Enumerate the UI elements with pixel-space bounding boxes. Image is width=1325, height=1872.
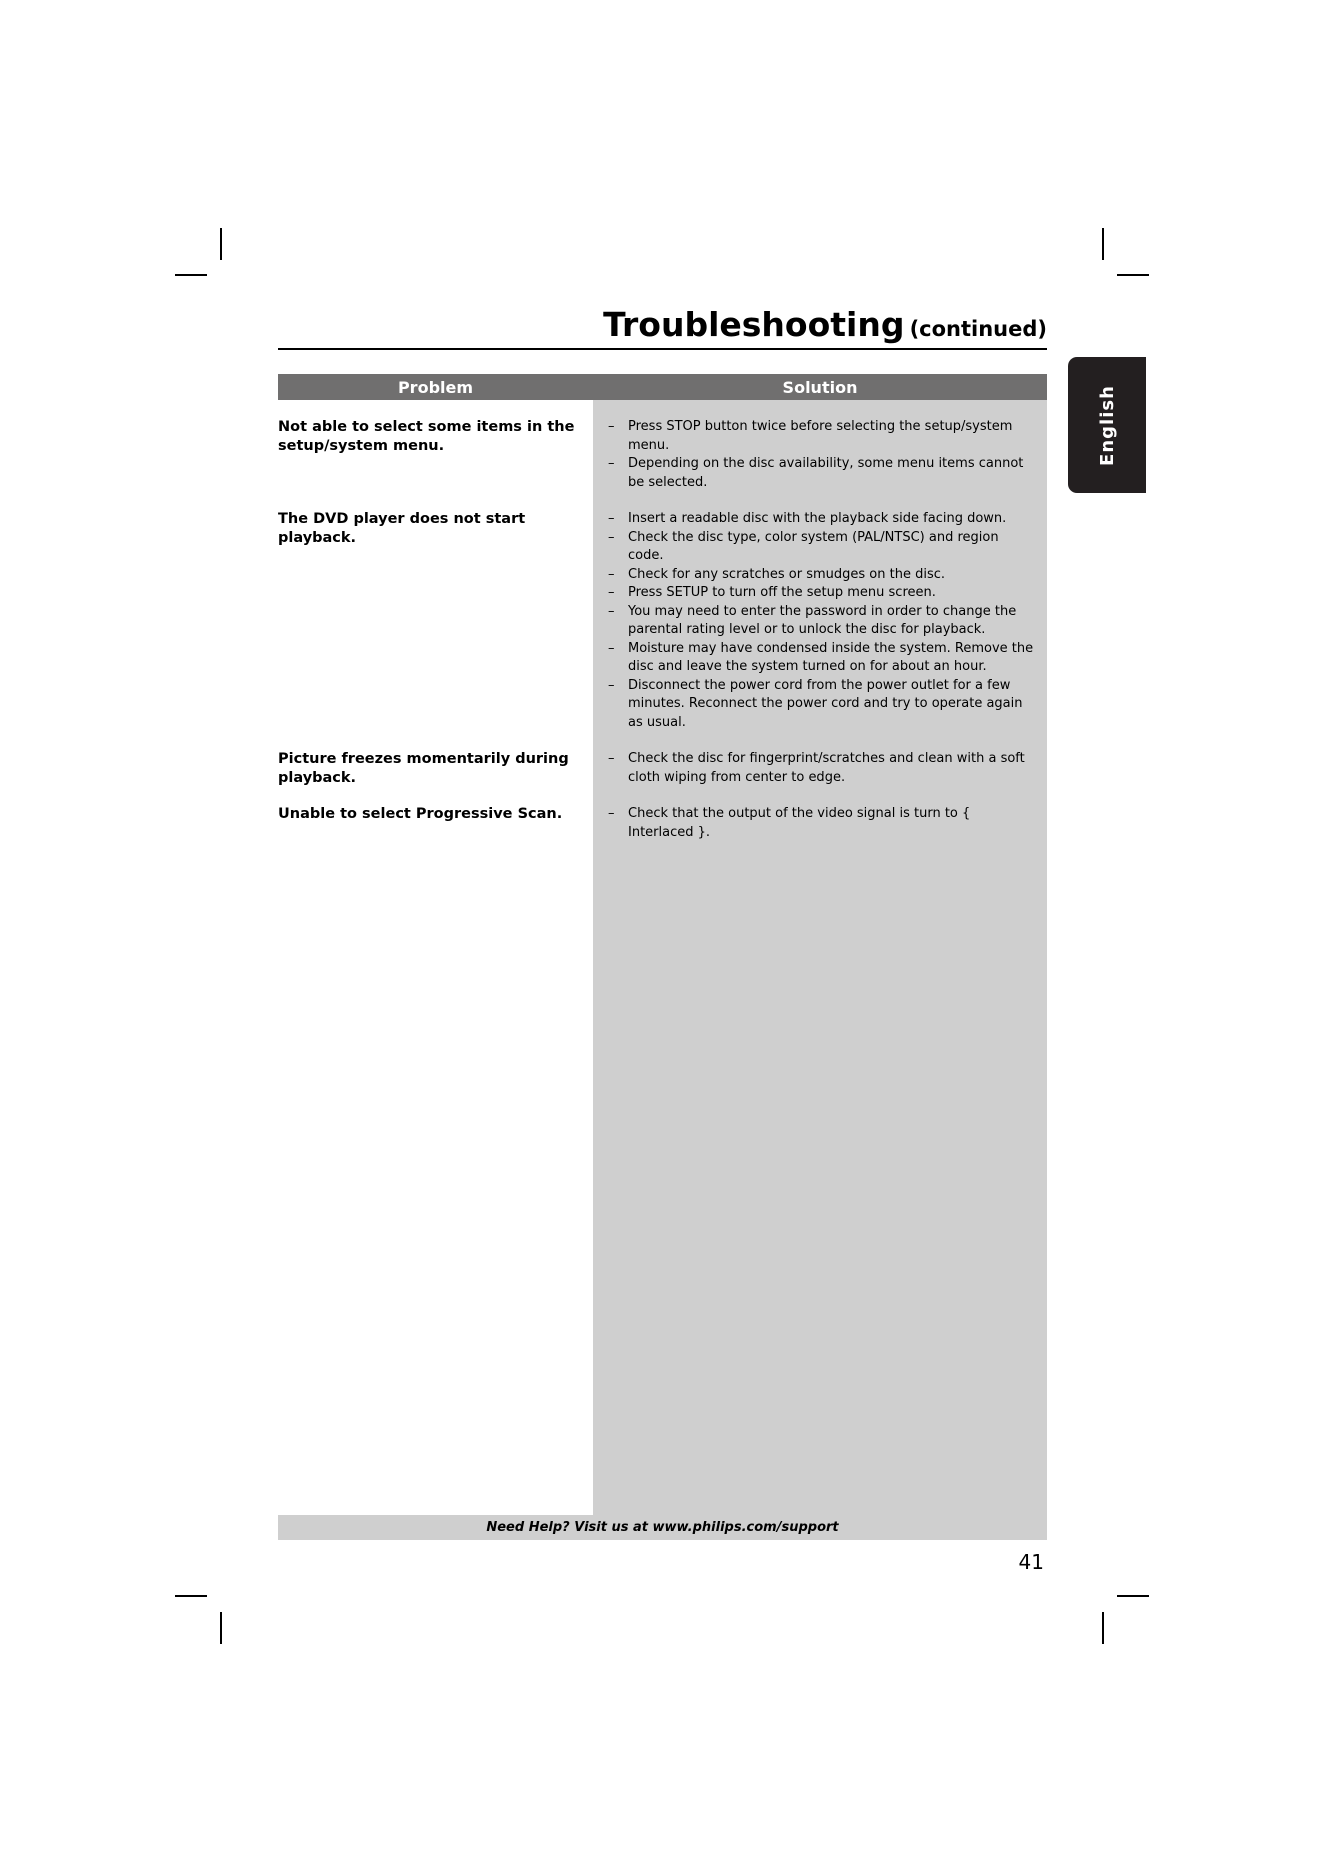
column-header-problem: Problem: [397, 378, 474, 397]
page-title-main: Troubleshooting: [603, 305, 905, 344]
title-rule: [278, 348, 1047, 350]
table-header: [278, 374, 1047, 400]
solution-item: – Check the disc type, color system (PAL/NTSC) and region code.: [608, 529, 1036, 566]
crop-mark: [175, 274, 207, 276]
crop-mark: [1117, 274, 1149, 276]
language-tab: [1068, 357, 1146, 493]
solution-list: [608, 805, 1036, 842]
page-title: [603, 305, 1047, 344]
crop-mark: [220, 1612, 222, 1644]
language-tab-label: English: [1096, 384, 1118, 466]
solution-item: – Disconnect the power cord from the power outlet for a few minutes. Reconnect the power cord and try to operate again as usual.: [608, 677, 1036, 733]
solution-item: – Press SETUP to turn off the setup menu screen.: [608, 584, 1036, 603]
page-title-suffix: (continued): [909, 317, 1047, 341]
solution-item: – Press STOP button twice before selecting the setup/system menu.: [608, 418, 1036, 455]
solution-item: – Depending on the disc availability, some menu items cannot be selected.: [608, 455, 1036, 492]
help-footer: Need Help? Visit us at www.philips.com/support: [278, 1515, 1047, 1540]
solution-item: – Check the disc for fingerprint/scratches and clean with a soft cloth wiping from center to edge.: [608, 750, 1036, 787]
problem-text: Not able to select some items in the setup/system menu.: [278, 419, 575, 454]
solution-list: [608, 418, 1036, 492]
column-header-solution: Solution: [782, 378, 858, 397]
solution-list: [608, 510, 1036, 732]
solution-item: – Insert a readable disc with the playback side facing down.: [608, 510, 1036, 529]
solution-list: [608, 750, 1036, 787]
crop-mark: [1117, 1595, 1149, 1597]
problem-text: The DVD player does not start playback.: [278, 511, 526, 546]
solution-item: – Check for any scratches or smudges on the disc.: [608, 566, 1036, 585]
crop-mark: [220, 228, 222, 260]
solution-item: – You may need to enter the password in order to change the parental rating level or to unlock the disc for playback.: [608, 603, 1036, 640]
crop-mark: [1102, 1612, 1104, 1644]
problem-text: Picture freezes momentarily during playback.: [278, 751, 569, 786]
solution-item: – Moisture may have condensed inside the system. Remove the disc and leave the system turned on for about an hour.: [608, 640, 1036, 677]
crop-mark: [175, 1595, 207, 1597]
solution-item: – Check that the output of the video signal is turn to { Interlaced }.: [608, 805, 1036, 842]
crop-mark: [1102, 228, 1104, 260]
page-number: 41: [1018, 1550, 1044, 1574]
problem-text: Unable to select Progressive Scan.: [278, 806, 563, 822]
